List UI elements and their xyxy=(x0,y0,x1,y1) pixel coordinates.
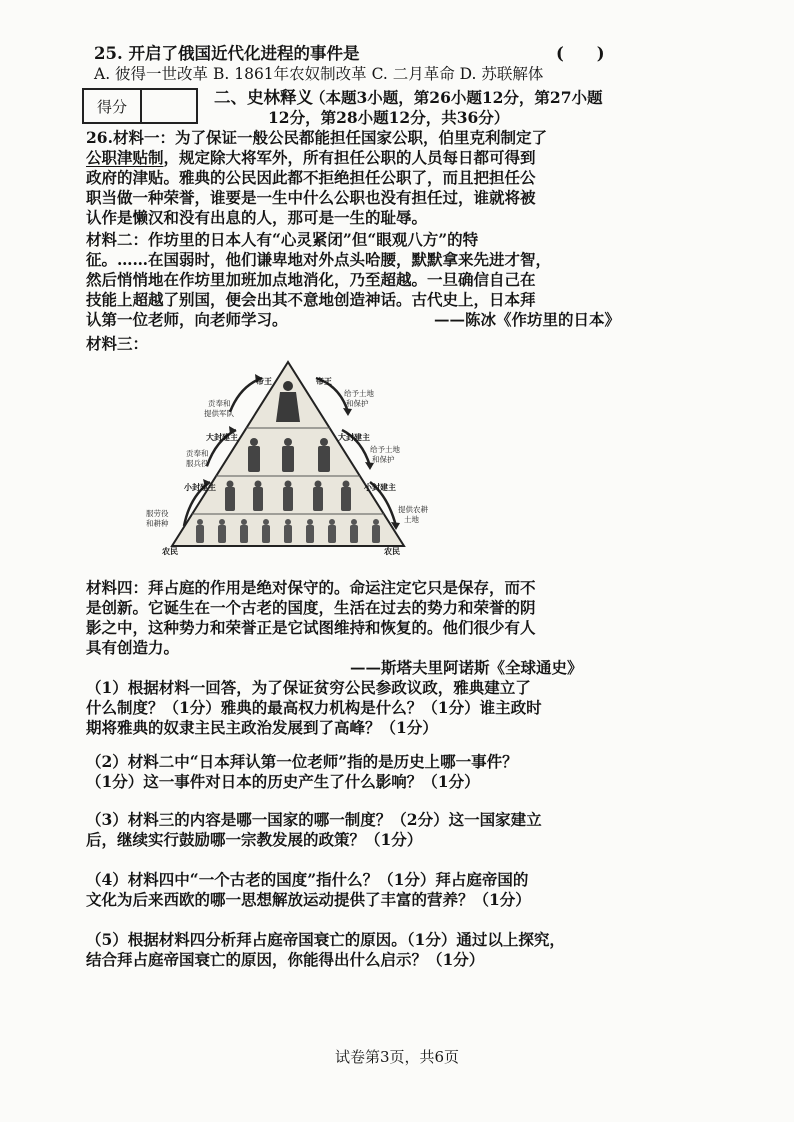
material-1-line-2-rest: ，规定除大将军外，所有担任公职的人员每日都可得到 xyxy=(163,148,536,167)
arrow-label-l1b: 提供军队 xyxy=(204,409,234,418)
label-peasant-left: 农民 xyxy=(162,547,178,556)
q25-options: A. 彼得一世改革 B. 1861年农奴制改革 C. 二月革命 D. 苏联解体 xyxy=(94,65,544,83)
arrow-label-r1: 给予土地 xyxy=(344,389,374,398)
arrow-label-l2b: 服兵役 xyxy=(186,459,209,468)
subq-4-line-2: 文化为后来西欧的哪一思想解放运动提供了丰富的营养？（1分） xyxy=(86,890,531,909)
material-1-line-1 xyxy=(86,128,547,148)
material-4-source: ——斯塔夫里阿诺斯《全球通史》 xyxy=(350,658,583,677)
material-2-line-2: 征。……在国弱时，他们谦卑地对外点头哈腰，默默拿来先进才智， xyxy=(86,250,552,269)
subq-3-line-1: （3）材料三的内容是哪一国家的哪一制度？（2分）这一国家建立 xyxy=(86,810,542,829)
material-1-line-5: 认作是懒汉和没有出息的人，那可是一生的耻辱。 xyxy=(86,208,428,227)
material-1-line-3: 政府的津贴。雅典的公民因此都不拒绝担任公职了，而且把担任公 xyxy=(86,168,536,187)
material-3-label: 材料三： xyxy=(86,334,149,353)
arrow-label-l2: 贡奉和 xyxy=(186,449,209,458)
feudal-pyramid-diagram xyxy=(112,356,452,574)
page-footer: 试卷第3页，共6页 xyxy=(334,1048,460,1066)
subq-1-line-2: 什么制度？（1分）雅典的最高权力机构是什么？（1分）谁主政时 xyxy=(86,698,542,717)
q25-stem: 25. 开启了俄国近代化进程的事件是 xyxy=(94,44,360,63)
material-4-line-4: 具有创造力。 xyxy=(86,638,180,657)
material-4-line-2: 是创新。它诞生在一个古老的国度，生活在过去的势力和荣誉的阴 xyxy=(86,598,536,617)
material-2-line-3: 然后悄悄地在作坊里加班加点地消化，乃至超越。一旦确信自己在 xyxy=(86,270,536,289)
arrow-label-r1b: 和保护 xyxy=(346,399,369,408)
material-2-source: ——陈冰《作坊里的日本》 xyxy=(434,310,621,329)
label-great-lord-left: 大封建主 xyxy=(206,433,238,442)
q25-answer-bracket: ( ) xyxy=(556,44,605,63)
label-king-right: 帝王 xyxy=(316,377,332,386)
peasants-figures-icon xyxy=(196,519,380,543)
label-peasant-right: 农民 xyxy=(384,547,400,556)
material-1-line-4: 职当做一种荣誉，谁要是一生中什么公职也没有担任过，谁就将被 xyxy=(86,188,536,207)
subq-1-line-1: （1）根据材料一回答，为了保证贫穷公民参政议政，雅典建立了 xyxy=(86,678,531,697)
subq-2-line-2: （1分）这一事件对日本的历史产生了什么影响？（1分） xyxy=(86,772,480,791)
material-2-line-1: 材料二：作坊里的日本人有“心灵紧闭”但“眼观八方”的特 xyxy=(86,230,479,249)
term-official-allowance: 公职津贴制 xyxy=(86,148,164,167)
material-1-line-2 xyxy=(86,148,536,168)
label-lesser-lord-left: 小封建主 xyxy=(184,483,216,492)
arrow-label-r2: 给予土地 xyxy=(370,445,400,454)
subq-5-line-1: （5）根据材料四分析拜占庭帝国衰亡的原因。（1分）通过以上探究， xyxy=(86,930,565,949)
subq-1-line-3: 期将雅典的奴隶主民主政治发展到了高峰？（1分） xyxy=(86,718,438,737)
section-note-2: 12分，第28小题12分，共36分） xyxy=(268,108,510,127)
material-1-prefix: 26.材料一： xyxy=(86,128,175,147)
subq-4-line-1: （4）材料四中“一个古老的国度”指什么？（1分）拜占庭帝国的 xyxy=(86,870,529,889)
score-label: 得分 xyxy=(84,90,142,122)
material-2-line-5: 认第一位老师，向老师学习。 xyxy=(86,310,288,329)
subq-3-line-2: 后，继续实行鼓励哪一宗教发展的政策？（1分） xyxy=(86,830,423,849)
subq-2-line-1: （2）材料二中“日本拜认第一位老师”指的是历史上哪一事件？ xyxy=(86,752,518,771)
arrow-label-l3b: 和耕种 xyxy=(146,519,169,528)
arrow-label-r2b: 和保护 xyxy=(372,455,395,464)
arrow-label-r3b: 土地 xyxy=(404,515,419,524)
label-great-lord-right: 大封建主 xyxy=(338,433,370,442)
score-box xyxy=(82,88,198,124)
material-4-line-3: 影之中，这种势力和荣誉正是它试图维持和恢复的。他们很少有人 xyxy=(86,618,536,637)
label-king-left: 帝王 xyxy=(256,377,272,386)
arrow-label-r3: 提供农耕 xyxy=(398,505,428,514)
section-title: 二、史林释义 xyxy=(214,88,313,107)
material-4-line-1: 材料四：拜占庭的作用是绝对保守的。命运注定它只是保存，而不 xyxy=(86,578,536,597)
material-2-line-4: 技能上超越了别国，便会出其不意地创造神话。古代史上，日本拜 xyxy=(86,290,536,309)
section-note-1: （本题3小题，第26小题12分，第27小题 xyxy=(310,88,603,107)
arrow-label-l3: 服劳役 xyxy=(146,509,169,518)
label-lesser-lord-right: 小封建主 xyxy=(364,483,396,492)
arrow-label-l1: 贡奉和 xyxy=(208,399,231,408)
subq-5-line-2: 结合拜占庭帝国衰亡的原因，你能得出什么启示？（1分） xyxy=(86,950,485,969)
material-1-text: 为了保证一般公民都能担任国家公职，伯里克利制定了 xyxy=(174,128,547,147)
